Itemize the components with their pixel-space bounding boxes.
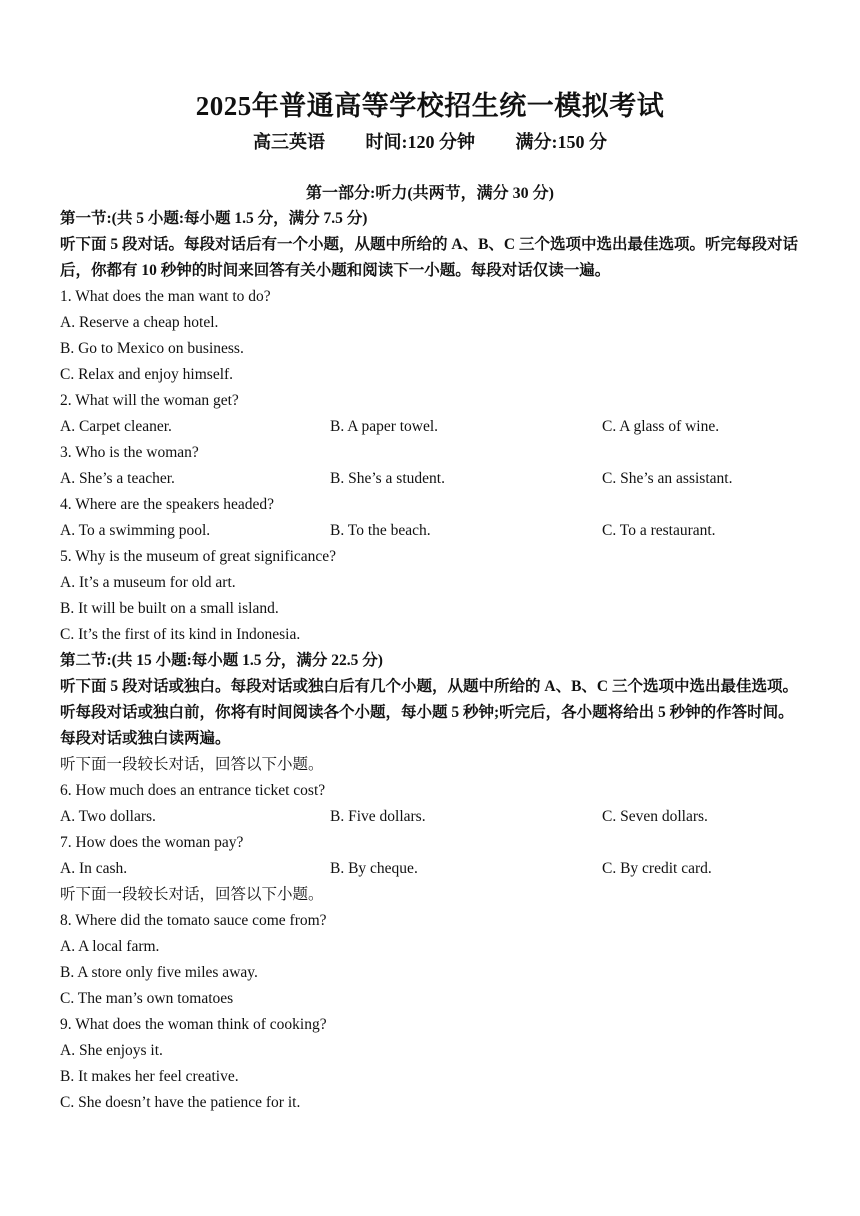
section1-instructions: 听下面 5 段对话。每段对话后有一个小题，从题中所给的 A、B、C 三个选项中选出最佳选项。听完每段对话后，你都有 10 秒钟的时间来回答有关小题和阅读下一小题。每段对话仅读一遍。 — [60, 236, 798, 279]
q9-option-a: A. She enjoys it. — [60, 1042, 163, 1059]
q6-option-b: B. Five dollars. — [330, 808, 426, 825]
q2-option-a: A. Carpet cleaner. — [60, 418, 172, 435]
q2-option-c: C. A glass of wine. — [602, 418, 720, 435]
subject-label: 高三英语 — [253, 132, 325, 152]
q3-option-a: A. She’s a teacher. — [60, 470, 175, 487]
q6-option-c: C. Seven dollars. — [602, 808, 708, 825]
q5-option-a: A. It’s a museum for old art. — [60, 574, 236, 591]
question-6: 6. How much does an entrance ticket cost? — [60, 782, 326, 799]
exam-subtitle — [0, 128, 860, 154]
q7-options — [60, 856, 805, 882]
q1-option-c: C. Relax and enjoy himself. — [60, 366, 234, 383]
q2-options — [60, 414, 805, 440]
q2-option-b: B. A paper towel. — [330, 418, 439, 435]
question-4: 4. Where are the speakers headed? — [60, 496, 275, 513]
q5-option-b: B. It will be built on a small island. — [60, 600, 279, 617]
question-9: 9. What does the woman think of cooking? — [60, 1016, 327, 1033]
exam-content — [60, 206, 805, 1116]
q1-option-a: A. Reserve a cheap hotel. — [60, 314, 219, 331]
question-3: 3. Who is the woman? — [60, 444, 199, 461]
q4-option-a: A. To a swimming pool. — [60, 522, 211, 539]
question-5: 5. Why is the museum of great significance? — [60, 548, 337, 565]
q6-option-a: A. Two dollars. — [60, 808, 156, 825]
question-2: 2. What will the woman get? — [60, 392, 239, 409]
q9-option-c: C. She doesn’t have the patience for it. — [60, 1094, 301, 1111]
q7-option-c: C. By credit card. — [602, 860, 712, 877]
q8-option-a: A. A local farm. — [60, 938, 160, 955]
listen-prompt-2: 听下面一段较长对话，回答以下小题。 — [60, 886, 324, 903]
q9-option-b: B. It makes her feel creative. — [60, 1068, 239, 1085]
q1-option-b: B. Go to Mexico on business. — [60, 340, 244, 357]
score-label: 满分:150 分 — [515, 132, 607, 152]
q3-option-c: C. She’s an assistant. — [602, 470, 733, 487]
q3-options — [60, 466, 805, 492]
time-label: 时间:120 分钟 — [365, 132, 475, 152]
listen-prompt-1: 听下面一段较长对话，回答以下小题。 — [60, 756, 324, 773]
part1-heading: 第一部分:听力(共两节，满分 30 分) — [306, 185, 554, 202]
q3-option-b: B. She’s a student. — [330, 470, 445, 487]
section2-instructions: 听下面 5 段对话或独白。每段对话或独白后有几个小题，从题中所给的 A、B、C 三个选项中选出最佳选项。听每段对话或独白前，你将有时间阅读各个小题，每小题 5 秒钟;听完后，各小题将给出 5 秒钟的作答时间。每段对话或独白读两遍。 — [60, 678, 798, 747]
q4-option-b: B. To the beach. — [330, 522, 431, 539]
q7-option-b: B. By cheque. — [330, 860, 418, 877]
exam-title: 2025年普通高等学校招生统一模拟考试 — [195, 91, 665, 121]
question-1: 1. What does the man want to do? — [60, 288, 271, 305]
question-8: 8. Where did the tomato sauce come from? — [60, 912, 327, 929]
q5-option-c: C. It’s the first of its kind in Indonesia. — [60, 626, 301, 643]
section2-heading: 第二节:(共 15 小题:每小题 1.5 分，满分 22.5 分) — [60, 652, 383, 669]
q6-options — [60, 804, 805, 830]
section1-heading: 第一节:(共 5 小题:每小题 1.5 分，满分 7.5 分) — [60, 210, 368, 227]
q8-option-b: B. A store only five miles away. — [60, 964, 258, 981]
question-7: 7. How does the woman pay? — [60, 834, 244, 851]
q8-option-c: C. The man’s own tomatoes — [60, 990, 234, 1007]
q7-option-a: A. In cash. — [60, 860, 128, 877]
q4-options — [60, 518, 805, 544]
q4-option-c: C. To a restaurant. — [602, 522, 716, 539]
